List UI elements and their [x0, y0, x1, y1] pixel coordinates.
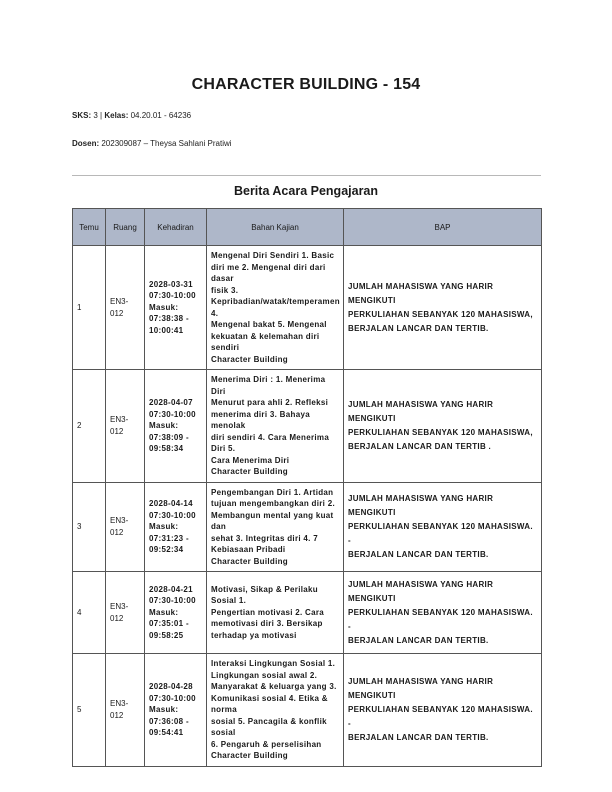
- cell-line: JUMLAH MAHASISWA YANG HARIR MENGIKUTI: [348, 399, 494, 423]
- cell-line: tujuan mengembangkan diri 2.: [211, 499, 335, 508]
- kelas-value: 04.20.01 - 64236: [130, 111, 192, 120]
- cell-line: Character Building: [211, 751, 288, 760]
- document-title: CHARACTER BUILDING - 154: [191, 76, 421, 93]
- cell-kehadiran: [145, 654, 207, 767]
- cell-line: PERKULIAHAN SEBANYAK 120 MAHASISWA,: [348, 309, 533, 319]
- cell-line: Masuk:: [149, 421, 179, 430]
- cell-bahan-kajian: [207, 370, 344, 483]
- cell-line: 2028-04-07: [149, 398, 193, 407]
- cell-line: BERJALAN LANCAR DAN TERTIB.: [348, 549, 489, 559]
- cell-temu: [73, 572, 106, 654]
- cell-ruang: [106, 482, 145, 572]
- cell-line: Pengembangan Diri 1. Artidan: [211, 487, 334, 497]
- cell-line: Cara Menerima Diri: [211, 455, 290, 465]
- cell-line: 012: [110, 527, 124, 537]
- cell-line: 2: [77, 421, 82, 431]
- cell-line: 10:00:41: [149, 325, 184, 335]
- cell-line: Lingkungan sosial awal 2.: [211, 670, 318, 680]
- cell-line: BERJALAN LANCAR DAN TERTIB .: [348, 441, 492, 451]
- dosen-label: Dosen:: [72, 139, 100, 148]
- header-kehadiran: Kehadiran: [145, 209, 207, 246]
- cell-line: 2028-04-28: [149, 682, 193, 691]
- cell-kehadiran: [145, 482, 207, 572]
- cell-bap: [344, 572, 542, 654]
- cell-line: 07:38:38 -: [149, 314, 189, 324]
- table-row: [73, 654, 542, 767]
- cell-line: Kebiasaan Pribadi: [211, 545, 286, 554]
- cell-line: 012: [110, 613, 124, 623]
- cell-line: PERKULIAHAN SEBANYAK 120 MAHASISWA. -: [348, 704, 533, 728]
- cell-line: diri me 2. Mengenal diri dari dasar: [211, 262, 326, 283]
- cell-line: Masuk:: [149, 607, 179, 617]
- cell-line: 07:31:23 -: [149, 533, 189, 543]
- table-row: [73, 370, 542, 483]
- dosen-value: 202309087 – Theysa Sahlani Pratiwi: [101, 139, 232, 148]
- cell-line: Kepribadian/watak/temperamen 4.: [211, 297, 340, 318]
- header-bahan-kajian: Bahan Kajian: [207, 209, 344, 246]
- cell-line: BERJALAN LANCAR DAN TERTIB.: [348, 635, 489, 645]
- cell-line: Character Building: [211, 556, 288, 566]
- cell-line: JUMLAH MAHASISWA YANG HARIR MENGIKUTI: [348, 676, 494, 700]
- cell-line: Interaksi Lingkungan Sosial 1.: [211, 659, 336, 668]
- header-temu: Temu: [73, 209, 106, 246]
- cell-line: 012: [110, 710, 124, 720]
- cell-ruang: [106, 654, 145, 767]
- cell-line: BERJALAN LANCAR DAN TERTIB.: [348, 323, 489, 333]
- cell-temu: [73, 482, 106, 572]
- cell-line: sehat 3. Integritas diri 4. 7: [211, 533, 318, 543]
- cell-line: EN3-: [110, 515, 129, 525]
- sks-label: SKS:: [72, 111, 92, 120]
- cell-line: 07:30-10:00: [149, 596, 196, 606]
- cell-line: 07:36:08 -: [149, 716, 189, 726]
- cell-line: JUMLAH MAHASISWA YANG HARIR MENGIKUTI: [348, 493, 494, 517]
- cell-ruang: [106, 246, 145, 370]
- cell-line: 012: [110, 426, 124, 436]
- cell-line: EN3-: [110, 601, 129, 611]
- cell-line: BERJALAN LANCAR DAN TERTIB.: [348, 732, 489, 742]
- cell-line: Character Building: [211, 354, 288, 364]
- cell-line: Menerima Diri : 1. Menerima Diri: [211, 375, 326, 396]
- header-bap: BAP: [344, 209, 542, 246]
- cell-line: PERKULIAHAN SEBANYAK 120 MAHASISWA. -: [348, 521, 533, 545]
- cell-bap: [344, 482, 542, 572]
- table-header-row: [73, 209, 542, 246]
- cell-kehadiran: [145, 370, 207, 483]
- table-row: [73, 482, 542, 572]
- cell-line: terhadap ya motivasi: [211, 630, 297, 640]
- cell-temu: [73, 654, 106, 767]
- cell-line: EN3-: [110, 296, 129, 306]
- cell-bap: [344, 654, 542, 767]
- cell-line: 4: [77, 608, 82, 617]
- cell-line: Mengenal Diri Sendiri 1. Basic: [211, 251, 335, 260]
- cell-line: 5: [77, 705, 82, 715]
- cell-line: 012: [110, 308, 124, 318]
- cell-line: 07:30-10:00: [149, 291, 196, 301]
- cell-line: 07:30-10:00: [149, 693, 196, 703]
- cell-line: 09:52:34: [149, 545, 184, 554]
- cell-kehadiran: [145, 572, 207, 654]
- cell-ruang: [106, 572, 145, 654]
- cell-line: 3: [77, 522, 82, 532]
- divider: [72, 175, 541, 176]
- cell-temu: [73, 370, 106, 483]
- cell-line: 09:58:34: [149, 444, 184, 453]
- cell-line: 09:54:41: [149, 728, 184, 737]
- cell-line: Membangun mental yang kuat dan: [211, 510, 334, 531]
- cell-ruang: [106, 370, 145, 483]
- cell-kehadiran: [145, 246, 207, 370]
- sks-value: 3: [93, 111, 98, 120]
- cell-line: PERKULIAHAN SEBANYAK 120 MAHASISWA,: [348, 427, 533, 437]
- cell-line: 07:30-10:00: [149, 409, 196, 419]
- cell-line: PERKULIAHAN SEBANYAK 120 MAHASISWA. -: [348, 607, 533, 631]
- kelas-label: Kelas:: [104, 111, 129, 120]
- cell-bahan-kajian: [207, 246, 344, 370]
- table-body: [73, 246, 542, 767]
- cell-line: 2028-04-21: [149, 584, 193, 594]
- lecturer-meta: [72, 139, 232, 148]
- cell-line: Mengenal bakat 5. Mengenal: [211, 320, 327, 329]
- cell-line: fisik 3.: [211, 285, 239, 295]
- cell-line: JUMLAH MAHASISWA YANG HARIR MENGIKUTI: [348, 579, 494, 603]
- meta-separator: |: [100, 111, 103, 120]
- cell-line: EN3-: [110, 414, 129, 424]
- cell-line: EN3-: [110, 698, 129, 708]
- cell-line: memotivasi diri 3. Bersikap: [211, 619, 323, 629]
- cell-temu: [73, 246, 106, 370]
- cell-bahan-kajian: [207, 654, 344, 767]
- cell-line: 2028-03-31: [149, 279, 193, 289]
- cell-line: Manyarakat & keluarga yang 3.: [211, 682, 337, 691]
- cell-line: 07:30-10:00: [149, 510, 196, 520]
- cell-line: JUMLAH MAHASISWA YANG HARIR MENGIKUTI: [348, 281, 494, 305]
- cell-line: 1: [77, 303, 82, 312]
- table-row: [73, 246, 542, 370]
- cell-line: 2028-04-14: [149, 499, 193, 508]
- cell-bahan-kajian: [207, 482, 344, 572]
- cell-line: Character Building: [211, 467, 288, 476]
- cell-line: Pengertian motivasi 2. Cara: [211, 607, 325, 617]
- cell-line: Masuk:: [149, 302, 179, 312]
- cell-line: Komunikasi sosial 4. Etika & norma: [211, 693, 328, 714]
- cell-line: Motivasi, Sikap & Perilaku Sosial 1.: [211, 584, 318, 606]
- cell-line: 07:38:09 -: [149, 432, 189, 442]
- cell-line: Masuk:: [149, 522, 179, 531]
- section-title: Berita Acara Pengajaran: [233, 184, 379, 198]
- table-row: [73, 572, 542, 654]
- course-meta: [72, 111, 191, 120]
- cell-bap: [344, 370, 542, 483]
- cell-line: menerima diri 3. Bahaya menolak: [211, 409, 310, 430]
- cell-line: 6. Pengaruh & perselisihan: [211, 739, 322, 749]
- cell-line: diri sendiri 4. Cara Menerima Diri 5.: [211, 432, 330, 453]
- cell-line: 07:35:01 -: [149, 619, 189, 629]
- cell-line: 09:58:25: [149, 630, 184, 640]
- cell-bahan-kajian: [207, 572, 344, 654]
- cell-line: kekuatan & kelemahan diri sendiri: [211, 331, 320, 352]
- cell-bap: [344, 246, 542, 370]
- teaching-record-table: [72, 208, 542, 767]
- cell-line: sosial 5. Pancagila & konflik sosial: [211, 716, 327, 737]
- header-ruang: Ruang: [106, 209, 145, 246]
- cell-line: Menurut para ahli 2. Refleksi: [211, 398, 329, 407]
- cell-line: Masuk:: [149, 705, 179, 714]
